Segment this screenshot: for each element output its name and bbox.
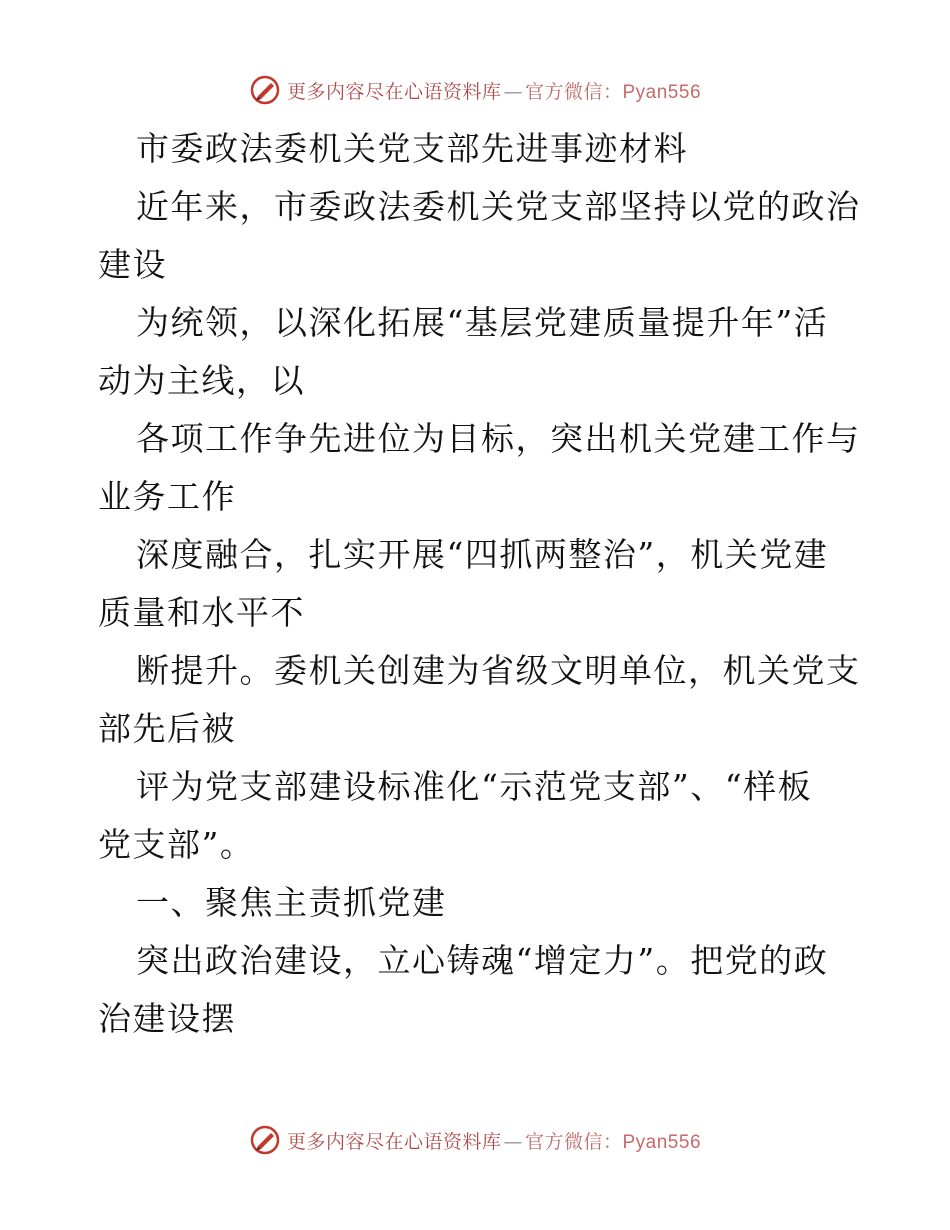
watermark-id: Pyan556 bbox=[622, 1131, 702, 1153]
text-line: 为统领，以深化拓展“基层党建质量提升年”活 bbox=[136, 303, 829, 342]
text-line: 业务工作 bbox=[98, 477, 236, 516]
text-line: 评为党支部建设标准化“示范党支部”、“样板 bbox=[136, 767, 813, 806]
text-line: 质量和水平不 bbox=[98, 593, 305, 632]
watermark-separator: — bbox=[503, 1130, 523, 1153]
watermark-separator: — bbox=[503, 80, 523, 103]
watermark-id: Pyan556 bbox=[622, 81, 702, 103]
watermark-label: 官方微信： bbox=[524, 1130, 623, 1153]
text-line: 党支部”。 bbox=[98, 825, 255, 864]
text-line: 治建设摆 bbox=[98, 999, 236, 1038]
section-heading: 一、聚焦主责抓党建 bbox=[136, 883, 447, 922]
text-line: 断提升。委机关创建为省级文明单位，机关党支 bbox=[136, 651, 861, 690]
watermark-main-text: 更多内容尽在心语资料库 bbox=[286, 80, 502, 103]
text-line: 建设 bbox=[98, 245, 167, 284]
pen-logo-icon bbox=[249, 1124, 281, 1156]
pen-logo-icon bbox=[249, 74, 281, 106]
text-line: 各项工作争先进位为目标，突出机关党建工作与 bbox=[136, 419, 861, 458]
text-line: 深度融合，扎实开展“四抓两整治”，机关党建 bbox=[136, 535, 829, 574]
watermark-main-text: 更多内容尽在心语资料库 bbox=[286, 1130, 502, 1153]
text-line: 动为主线，以 bbox=[98, 361, 305, 400]
text-line: 突出政治建设，立心铸魂“增定力”。把党的政 bbox=[136, 941, 829, 980]
document-title: 市委政法委机关党支部先进事迹材料 bbox=[136, 129, 688, 168]
text-line: 部先后被 bbox=[98, 709, 236, 748]
text-line: 近年来，市委政法委机关党支部坚持以党的政治 bbox=[136, 187, 861, 226]
document-body bbox=[98, 120, 861, 1048]
header-watermark bbox=[0, 70, 950, 110]
footer-watermark bbox=[0, 1120, 950, 1160]
watermark-label: 官方微信： bbox=[524, 80, 623, 103]
